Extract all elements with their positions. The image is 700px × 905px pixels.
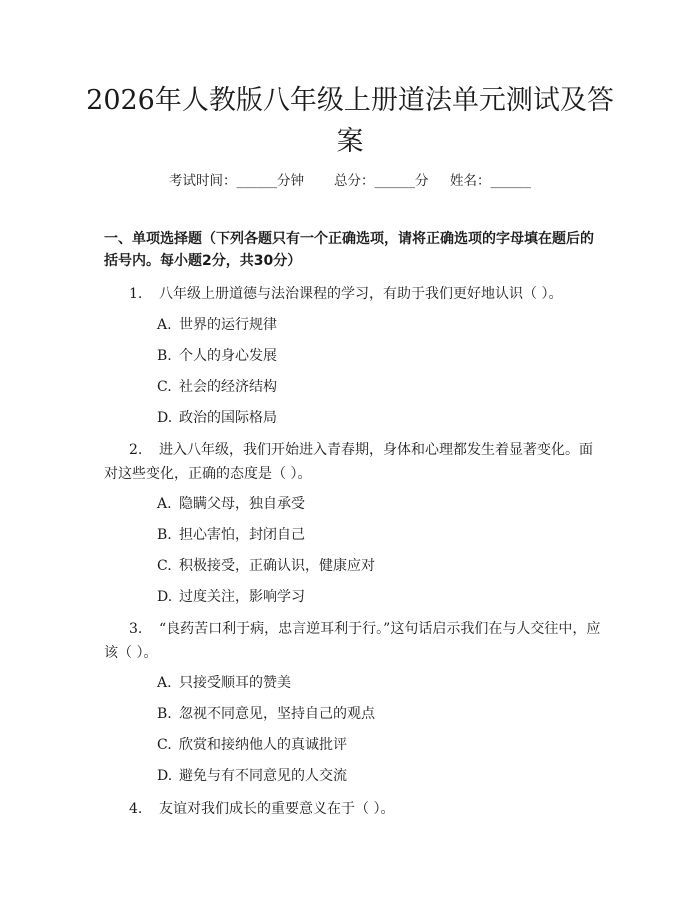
option-2a: [157, 494, 305, 514]
question-text: 进入八年级，我们开始进入青春期，身体和心理都发生着显著变化。面对这些变化，正确的态度是（ ）。: [104, 442, 593, 482]
option-text: 隐瞒父母，独自承受: [179, 496, 305, 512]
option-text: 欣赏和接纳他人的真诚批评: [179, 737, 347, 753]
option-1c: [157, 377, 277, 397]
option-text: 只接受顺耳的赞美: [179, 675, 291, 691]
option-3b: [157, 704, 375, 724]
section-heading: 一、单项选择题（下列各题只有一个正确选项，请将正确选项的字母填在题后的括号内。每小题2分，共30分）: [104, 231, 594, 269]
option-3c: [157, 735, 347, 755]
option-letter: D.: [157, 589, 173, 605]
option-text: 世界的运行规律: [179, 317, 277, 333]
option-1b: [157, 346, 277, 366]
time-label: 考试时间：: [168, 173, 237, 189]
option-letter: A.: [157, 675, 172, 691]
option-1a: [157, 315, 277, 335]
question-text: 八年级上册道德与法治课程的学习，有助于我们更好地认识（ ）。: [159, 286, 563, 302]
option-3d: [157, 766, 347, 786]
option-text: 个人的身心发展: [179, 348, 277, 364]
score-label: 总分：: [334, 173, 375, 189]
time-blank: ______: [236, 173, 277, 189]
option-text: 忽视不同意见，坚持自己的观点: [179, 706, 375, 722]
name-label: 姓名：: [450, 173, 491, 189]
option-2d: [157, 587, 305, 607]
option-text: 担心害怕，封闭自己: [179, 527, 305, 543]
question-1: [104, 282, 604, 306]
option-letter: A.: [157, 496, 172, 512]
option-text: 过度关注，影响学习: [179, 589, 305, 605]
question-2: [104, 438, 604, 486]
question-4: [104, 797, 604, 821]
question-number: 3.: [129, 621, 143, 637]
option-text: 避免与有不同意见的人交流: [179, 768, 347, 784]
question-number: 4.: [129, 801, 143, 817]
option-text: 政治的国际格局: [179, 410, 277, 426]
document-title: 2026年人教版八年级上册道法单元测试及答案: [86, 85, 614, 157]
option-letter: C.: [157, 558, 172, 574]
option-letter: B.: [157, 706, 172, 722]
option-letter: C.: [157, 737, 172, 753]
question-3: [104, 617, 604, 665]
question-text: 友谊对我们成长的重要意义在于（ ）。: [159, 801, 395, 817]
exam-info-line: [0, 169, 700, 189]
option-letter: D.: [157, 768, 173, 784]
option-text: 社会的经济结构: [179, 379, 277, 395]
time-unit: 分钟: [276, 173, 304, 189]
score-blank: ______: [374, 173, 416, 189]
option-1d: [157, 408, 277, 428]
option-letter: A.: [157, 317, 172, 333]
option-letter: D.: [157, 410, 173, 426]
option-3a: [157, 673, 291, 693]
option-letter: C.: [157, 379, 172, 395]
option-letter: B.: [157, 527, 172, 543]
question-number: 1.: [129, 286, 143, 302]
option-letter: B.: [157, 348, 172, 364]
option-text: 积极接受，正确认识，健康应对: [179, 558, 375, 574]
score-unit: 分: [415, 173, 429, 189]
question-text: “良药苦口利于病，忠言逆耳利于行。”这句话启示我们在与人交往中，应该（ ）。: [104, 621, 601, 661]
option-2c: [157, 556, 375, 576]
question-number: 2.: [129, 442, 143, 458]
name-blank: ______: [490, 173, 531, 189]
option-2b: [157, 525, 305, 545]
